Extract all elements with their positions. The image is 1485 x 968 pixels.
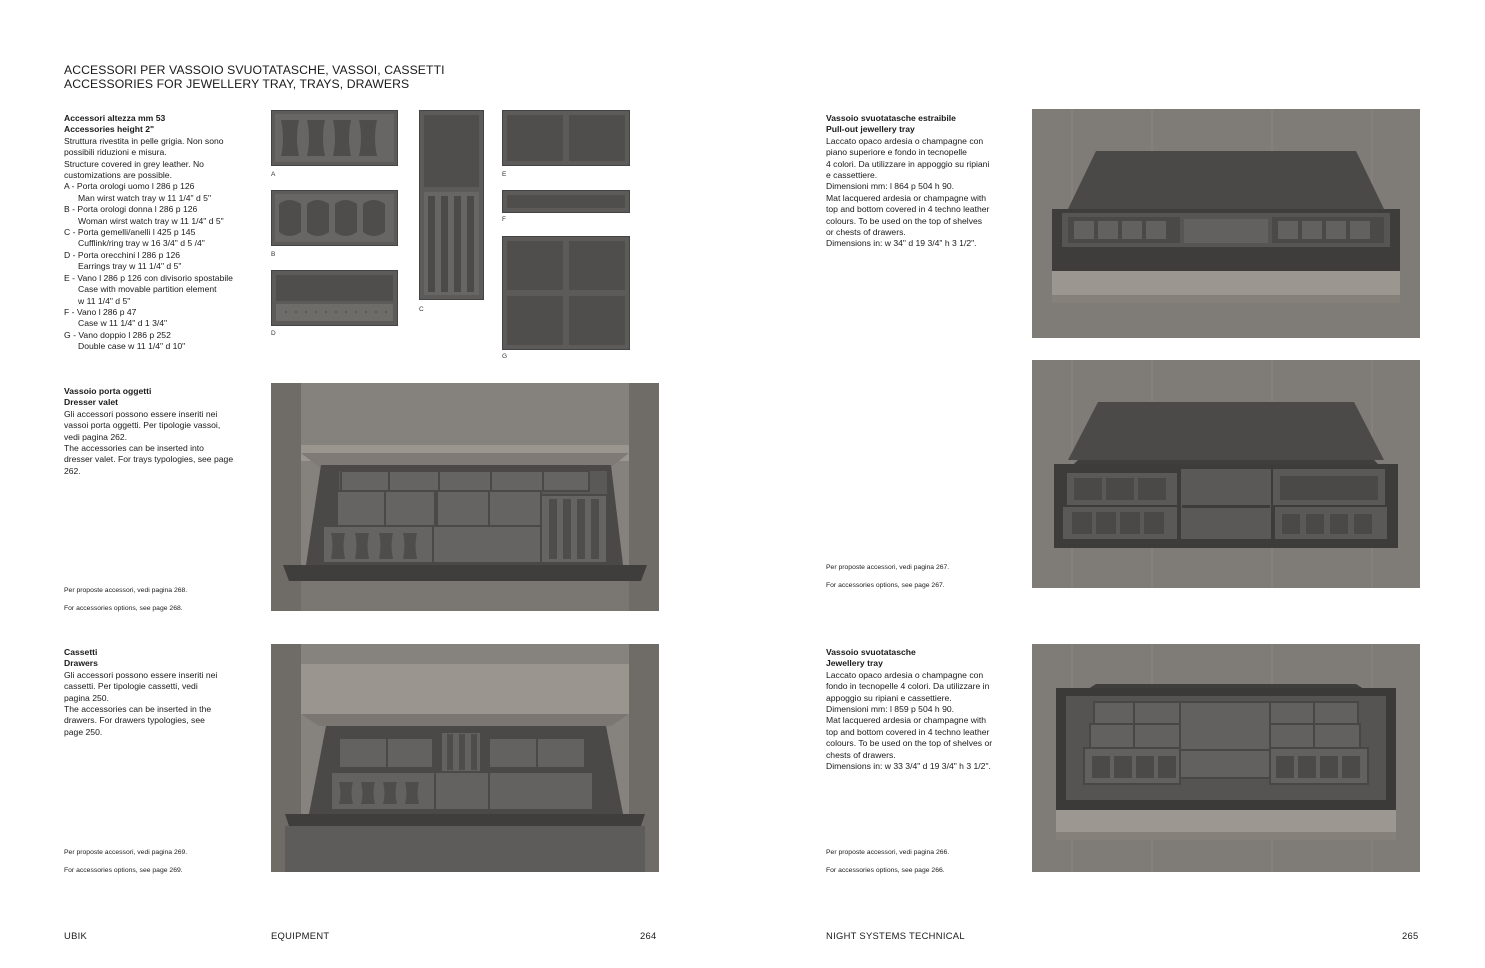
jewellery-text bbox=[826, 647, 1026, 772]
valet-note-en: For accessories options, see page 268. bbox=[64, 605, 183, 612]
accessory-d-image bbox=[271, 270, 398, 326]
valet-heading-en: Dresser valet bbox=[64, 397, 118, 408]
accessory-label-d: D bbox=[271, 330, 276, 337]
drawers-heading-it: Cassetti bbox=[64, 647, 98, 657]
jewellery-note-en: For accessories options, see page 266. bbox=[826, 867, 945, 874]
list-item: G - Vano doppio l 286 p 252 bbox=[64, 329, 171, 340]
list-item: Case with movable partition element w 11 1/4" d 5" bbox=[78, 284, 217, 306]
accessory-label-c: C bbox=[419, 306, 424, 313]
jewellery-heading-it: Vassoio svuotatasche bbox=[826, 647, 916, 657]
accessory-label-b: B bbox=[271, 251, 276, 258]
accessory-f-image bbox=[502, 190, 630, 213]
pullout-body: Laccato opaco ardesia o champagne con piano superiore e fondo in tecnopelle 4 colori. Da utilizzare in appoggio su ripiani e cassettiere. Dimensioni mm: l 864 p 504 h 90. Mat lacquered ardesia or champagne with top and bottom covered in 4 techno leather colours. To be used on the top of shelves or chests of drawers. Dimensions in: w 34" d 19 3/4" h 3 1/2". bbox=[826, 135, 990, 249]
pullout-note-it: Per proposte accessori, vedi pagina 267. bbox=[826, 564, 950, 571]
pullout-note-en: For accessories options, see page 267. bbox=[826, 582, 945, 589]
accessory-label-f: F bbox=[502, 216, 506, 223]
footer-brand: UBIK bbox=[64, 930, 88, 941]
footer-section-left: EQUIPMENT bbox=[271, 930, 330, 941]
accessory-c-image bbox=[419, 110, 484, 300]
valet-note-it: Per proposte accessori, vedi pagina 268. bbox=[64, 587, 188, 594]
pullout-tray-photo-open bbox=[1032, 360, 1420, 588]
list-item: C - Porta gemelli/anelli l 425 p 145 bbox=[64, 227, 196, 238]
list-item: B - Porta orologi donna l 286 p 126 bbox=[64, 204, 198, 215]
drawers-note-it: Per proposte accessori, vedi pagina 269. bbox=[64, 849, 188, 856]
list-item: A - Porta orologi uomo l 286 p 126 bbox=[64, 181, 195, 192]
dresser-valet-photo bbox=[271, 383, 659, 611]
drawers-note-en: For accessories options, see page 269. bbox=[64, 867, 183, 874]
accessory-g-image bbox=[502, 236, 630, 350]
jewellery-heading-en: Jewellery tray bbox=[826, 658, 883, 669]
accessory-e-image bbox=[502, 110, 630, 166]
list-item: Double case w 11 1/4" d 10" bbox=[78, 341, 186, 352]
accessories-text bbox=[64, 113, 264, 353]
list-item: Case w 11 1/4" d 1 3/4" bbox=[78, 318, 168, 329]
accessories-intro: Struttura rivestita in pelle grigia. Non sono possibili riduzioni e misura. Structure covered in grey leather. No customizations are possible. bbox=[64, 135, 224, 181]
accessory-a-image bbox=[271, 110, 398, 166]
jewellery-body: Laccato opaco ardesia o champagne con fondo in tecnopelle 4 colori. Da utilizzare in appoggio su ripiani e cassettiere. Dimensioni mm: l 859 p 504 h 90. Mat lacquered ardesia or champagne with top and bottom covered in 4 techno leather colours. To be used on the top of shelves or chests of drawers. Dimensions in: w 33 3/4" d 19 3/4" h 3 1/2". bbox=[826, 669, 993, 772]
list-item: Woman wirst watch tray w 11 1/4" d 5" bbox=[78, 215, 224, 226]
valet-text bbox=[64, 386, 259, 477]
list-item: Earrings tray w 11 1/4" d 5" bbox=[78, 261, 182, 272]
page-number-left: 264 bbox=[640, 930, 657, 941]
accessory-label-g: G bbox=[502, 353, 508, 360]
page-title-it: ACCESSORI PER VASSOIO SVUOTATASCHE, VASSOI, CASSETTI bbox=[64, 63, 445, 77]
jewellery-note-it: Per proposte accessori, vedi pagina 266. bbox=[826, 849, 950, 856]
footer-section-right: NIGHT SYSTEMS TECHNICAL bbox=[826, 930, 965, 941]
valet-heading-it: Vassoio porta oggetti bbox=[64, 386, 152, 396]
page-title-en: ACCESSORIES FOR JEWELLERY TRAY, TRAYS, DRAWERS bbox=[64, 77, 410, 91]
accessory-label-a: A bbox=[271, 171, 276, 178]
pullout-heading-en: Pull-out jewellery tray bbox=[826, 124, 915, 135]
accessories-list bbox=[64, 181, 264, 352]
drawers-body: Gli accessori possono essere inseriti nei cassetti. Per tipologie cassetti, vedi pagina 250. The accessories can be inserted in the drawers. For drawers typologies, see page 250. bbox=[64, 669, 218, 737]
list-item: E - Vano l 286 p 126 con divisorio spostabile bbox=[64, 272, 233, 283]
accessory-b-image bbox=[271, 190, 398, 246]
drawers-heading-en: Drawers bbox=[64, 658, 98, 669]
accessory-label-e: E bbox=[502, 171, 507, 178]
accessories-heading-en: Accessories height 2" bbox=[64, 124, 155, 135]
valet-body: Gli accessori possono essere inseriti nei vassoi porta oggetti. Per tipologie vassoi, vedi pagina 262. The accessories can be inserted into dresser valet. For trays typologies, see page 262. bbox=[64, 408, 234, 476]
accessories-heading-it: Accessori altezza mm 53 bbox=[64, 113, 166, 123]
drawers-photo bbox=[271, 644, 659, 872]
drawers-text bbox=[64, 647, 259, 738]
list-item: F - Vano l 286 p 47 bbox=[64, 306, 137, 317]
pullout-heading-it: Vassoio svuotatasche estraibile bbox=[826, 113, 956, 123]
pullout-text bbox=[826, 113, 1026, 250]
list-item: Man wirst watch tray w 11 1/4" d 5" bbox=[78, 192, 211, 203]
list-item: Cufflink/ring tray w 16 3/4" d 5 /4" bbox=[78, 238, 205, 249]
pullout-tray-photo-closed bbox=[1032, 109, 1420, 338]
jewellery-tray-photo bbox=[1032, 644, 1420, 872]
page-number-right: 265 bbox=[1402, 930, 1419, 941]
list-item: D - Porta orecchini l 286 p 126 bbox=[64, 249, 181, 260]
